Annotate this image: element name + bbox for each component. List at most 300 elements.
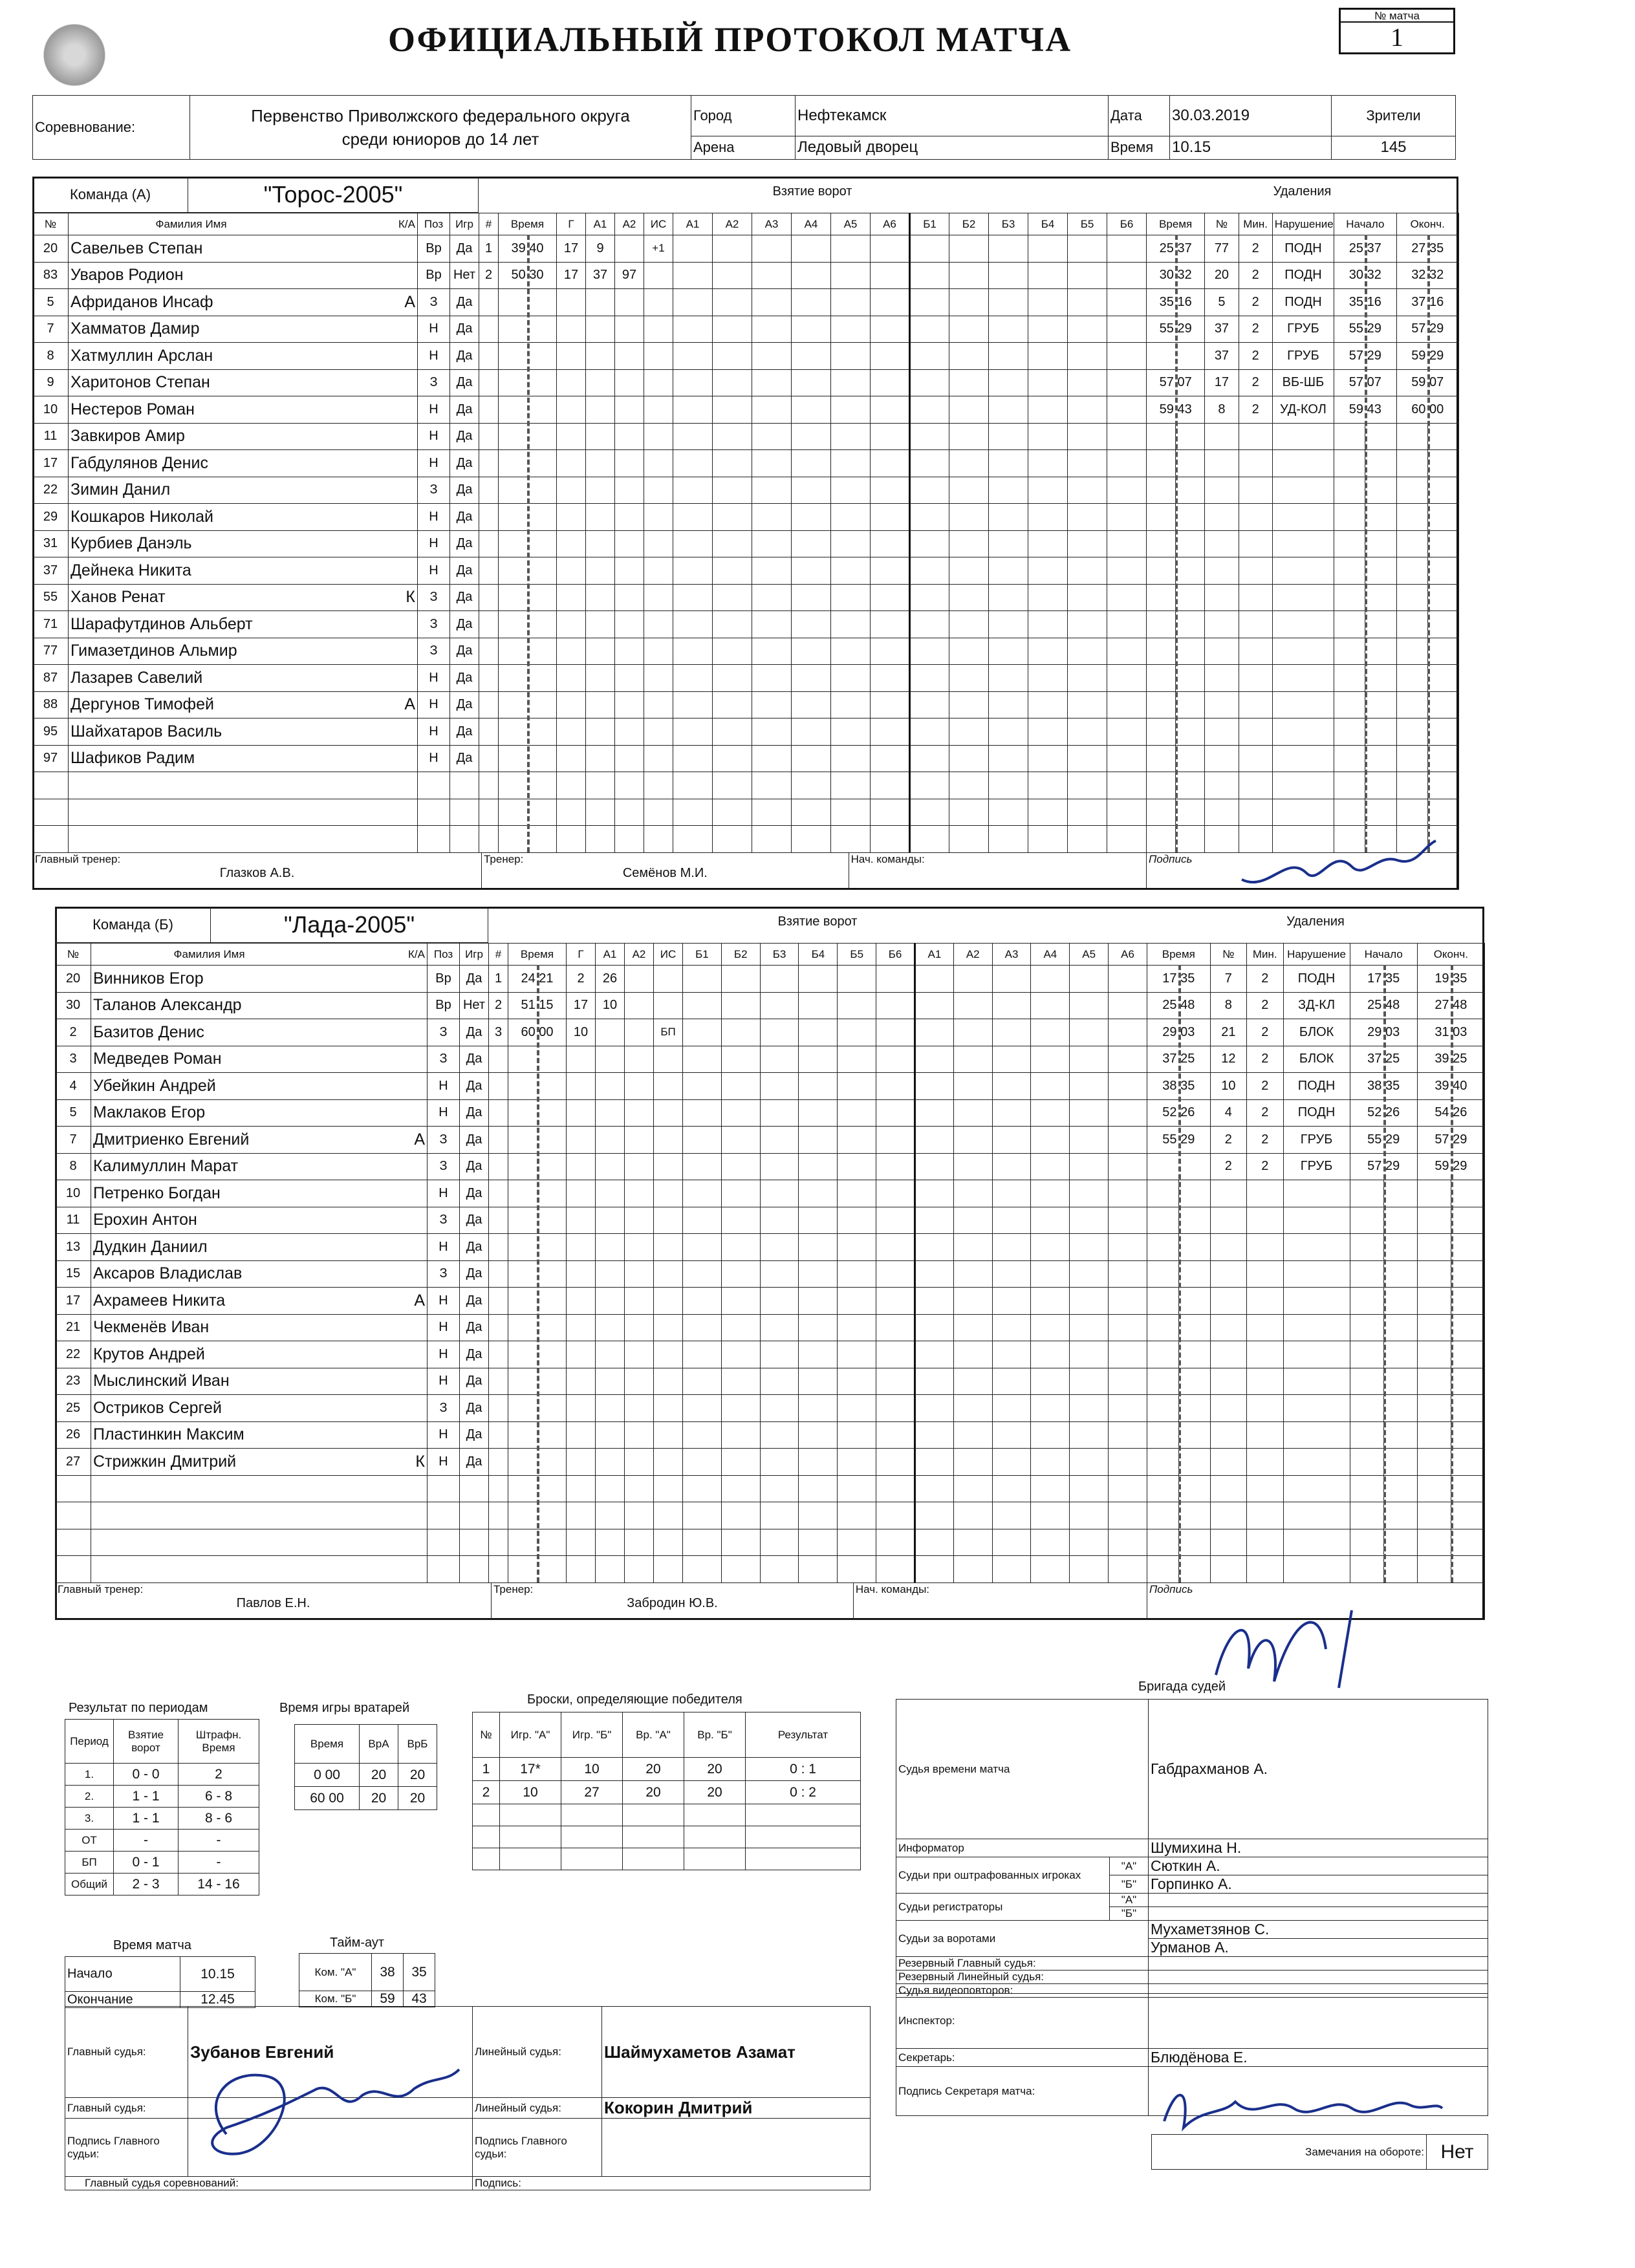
- goalie-row: [295, 1787, 437, 1810]
- goalie-time: 60 00: [295, 1787, 360, 1810]
- pen-end: 39 40: [1417, 1073, 1484, 1100]
- player-row: [33, 423, 479, 450]
- pen-end: 39 25: [1417, 1046, 1484, 1073]
- b-secretary-label: Секретарь:: [896, 2049, 1149, 2067]
- player-name: Ерохин Антон: [93, 1211, 197, 1229]
- goal-is: [644, 262, 673, 289]
- dash-line: [1175, 235, 1178, 852]
- player-igr: Да: [460, 1234, 489, 1261]
- pen-end: 19 35: [1417, 966, 1484, 993]
- player-number: 77: [33, 638, 69, 665]
- player-igr: Да: [460, 1207, 489, 1234]
- player-number: 8: [56, 1153, 91, 1180]
- b-b2: "Б": [1110, 1907, 1149, 1921]
- pen-time: 35 16: [1147, 289, 1205, 316]
- shootout-table: [472, 1712, 861, 1870]
- goal-a1: 9: [586, 235, 615, 263]
- player-pos: З: [428, 1395, 460, 1422]
- player-name: Дергунов Тимофей: [70, 695, 214, 714]
- player-number: 88: [33, 691, 69, 718]
- player-row: [33, 343, 479, 370]
- player-name-cell: [91, 1099, 428, 1127]
- result-row: [65, 1808, 259, 1830]
- player-pos: З: [428, 1127, 460, 1154]
- h-onice-col: Б3: [760, 944, 799, 966]
- pen-start: 30 32: [1334, 262, 1396, 289]
- so-header: Игр. "Б": [561, 1712, 623, 1758]
- team_b-roster: [55, 943, 489, 1583]
- to-b-label: Ком. "Б": [299, 1991, 372, 2007]
- city-label: Город: [691, 96, 796, 136]
- player-name: Ханов Ренат: [70, 588, 166, 607]
- player-row: [33, 450, 479, 477]
- so-res: 0 : 2: [746, 1781, 861, 1804]
- player-row: [33, 611, 479, 638]
- match-no-label: № матча: [1341, 10, 1453, 23]
- goal-a2: [625, 1019, 654, 1046]
- player-pos: Н: [418, 665, 450, 692]
- h-name: Фамилия Имя К/А: [69, 213, 418, 235]
- pen-end: 60 00: [1396, 396, 1458, 424]
- team_b-name: "Лада-2005": [211, 907, 488, 943]
- pen-no: 12: [1210, 1046, 1246, 1073]
- arena-label: Арена: [691, 136, 796, 160]
- player-number: 71: [33, 611, 69, 638]
- goal-a2: [625, 966, 654, 993]
- player-pos: Н: [428, 1099, 460, 1127]
- h-goals: Взятие ворот: [114, 1720, 179, 1764]
- player-name-cell: [69, 423, 418, 450]
- team_a-onice: [673, 213, 1147, 853]
- player-row: [33, 530, 479, 557]
- dash-line: [1451, 965, 1453, 1582]
- player-igr: Да: [450, 718, 479, 746]
- penalty-row: [1147, 396, 1459, 424]
- so-n: 2: [473, 1781, 500, 1804]
- goal-a2: [615, 235, 644, 263]
- player-number: 8: [33, 343, 69, 370]
- h-onice-col: Б4: [799, 944, 838, 966]
- player-number: 5: [33, 289, 69, 316]
- player-igr: Да: [450, 691, 479, 718]
- goal-scorer: 17: [557, 235, 586, 263]
- goal-a2: [625, 992, 654, 1019]
- pen-start: 57 07: [1334, 369, 1396, 396]
- player-igr: Да: [460, 1019, 489, 1046]
- player-row: [56, 1288, 489, 1315]
- player-name-cell: [69, 289, 418, 316]
- team_a-name-row: [32, 177, 479, 213]
- h-onice-col: А4: [1031, 944, 1070, 966]
- player-pos: Н: [418, 504, 450, 531]
- player-name: Харитонов Степан: [70, 373, 210, 392]
- pen-end: 57 29: [1396, 316, 1458, 343]
- player-row: [56, 1073, 489, 1100]
- b-info-label: Информатор: [896, 1839, 1149, 1857]
- player-name: Остриков Сергей: [93, 1398, 222, 1417]
- goal-is: +1: [644, 235, 673, 263]
- player-number: 15: [56, 1260, 91, 1288]
- h-goal-col: ИС: [644, 213, 673, 235]
- to-b2: 43: [404, 1991, 435, 2007]
- player-pos: Н: [428, 1341, 460, 1368]
- pen-infraction: ПОДН: [1283, 966, 1350, 993]
- player-name-cell: [91, 1314, 428, 1341]
- pen-min: 2: [1239, 343, 1272, 370]
- pen-start: 57 29: [1334, 343, 1396, 370]
- player-name: Винников Егор: [93, 969, 204, 988]
- goalie-row: [295, 1764, 437, 1787]
- player-row: [56, 1046, 489, 1073]
- mt-end-label: Окончание: [65, 1992, 180, 2008]
- res-pim: -: [179, 1830, 259, 1852]
- h-pen-time: Время: [1147, 213, 1205, 235]
- player-row: [56, 1314, 489, 1341]
- brigade-table: [896, 1699, 1488, 1998]
- res-period: БП: [65, 1852, 114, 1874]
- emblem-logo: [39, 19, 110, 91]
- player-name: Нестеров Роман: [70, 400, 195, 418]
- date: 30.03.2019: [1170, 96, 1332, 136]
- player-number: 55: [33, 584, 69, 611]
- h-period: Период: [65, 1720, 114, 1764]
- goalie-time: 0 00: [295, 1764, 360, 1787]
- pen-time: 55 29: [1147, 316, 1205, 343]
- h-pos: Поз: [418, 213, 450, 235]
- pen-end: 54 26: [1417, 1099, 1484, 1127]
- player-row-empty: [33, 826, 479, 853]
- penalty-row: [1147, 1046, 1485, 1073]
- pen-infraction: ГРУБ: [1283, 1153, 1350, 1180]
- pen-start: 35 16: [1334, 289, 1396, 316]
- player-pos: Н: [418, 450, 450, 477]
- h-goal-col: А2: [615, 213, 644, 235]
- city: Нефтекамск: [796, 96, 1109, 136]
- pen-end: 27 48: [1417, 992, 1484, 1019]
- so-header: №: [473, 1712, 500, 1758]
- player-pos: Н: [428, 1421, 460, 1449]
- pen-min: 2: [1247, 1046, 1283, 1073]
- pen-min: 2: [1239, 316, 1272, 343]
- player-row: [33, 369, 479, 396]
- pen-infraction: ПОДН: [1272, 235, 1334, 263]
- player-pos: З: [428, 1153, 460, 1180]
- pen-infraction: ПОДН: [1283, 1099, 1350, 1127]
- result-row: [65, 1852, 259, 1874]
- shootout-title: Броски, определяющие победителя: [527, 1692, 742, 1707]
- h-pos: Поз: [428, 944, 460, 966]
- player-igr: Да: [450, 584, 479, 611]
- player-name-cell: [69, 343, 418, 370]
- goal-scorer: 17: [557, 262, 586, 289]
- pen-min: 2: [1239, 235, 1272, 263]
- h-num: №: [56, 944, 91, 966]
- pen-min: 2: [1239, 262, 1272, 289]
- player-row-empty: [33, 799, 479, 826]
- player-name-cell: [91, 1234, 428, 1261]
- penalty-row: [1147, 289, 1459, 316]
- player-name: Гимазетдинов Альмир: [70, 642, 237, 660]
- h-onice-col: Б2: [721, 944, 760, 966]
- player-pos: Н: [428, 1234, 460, 1261]
- goalies-title: Время игры вратарей: [279, 1701, 410, 1715]
- player-name: Убейкин Андрей: [93, 1076, 216, 1095]
- pen-time: 30 32: [1147, 262, 1205, 289]
- player-name: Шайхатаров Василь: [70, 722, 222, 740]
- player-name-cell: [69, 369, 418, 396]
- player-name: Кошкаров Николай: [70, 507, 213, 526]
- b-goal-label: Судьи за воротами: [896, 1921, 1149, 1957]
- h-onice-col: Б4: [1028, 213, 1068, 235]
- so-vb: 20: [684, 1781, 746, 1804]
- penalty-row: [1147, 966, 1485, 993]
- results-title: Результат по периодам: [69, 1701, 208, 1715]
- match-no: 1: [1391, 23, 1403, 52]
- player-name: Шафиков Радим: [70, 749, 195, 768]
- signature-main-judge: [188, 2044, 472, 2173]
- player-number: 3: [56, 1046, 91, 1073]
- h-pen-inf: Нарушение: [1272, 213, 1334, 235]
- goal-time: 24 21: [508, 966, 567, 993]
- player-number: 5: [56, 1099, 91, 1127]
- signature-b: [1203, 1597, 1410, 1694]
- pen-min: 2: [1239, 396, 1272, 424]
- player-igr: Да: [450, 289, 479, 316]
- player-row: [56, 1153, 489, 1180]
- h-onice-col: А5: [1070, 944, 1109, 966]
- h-onice-col: Б5: [1068, 213, 1107, 235]
- pen-time: 52 26: [1147, 1099, 1211, 1127]
- pen-time: 29 03: [1147, 1019, 1211, 1046]
- player-row: [33, 665, 479, 692]
- pen-min: 2: [1239, 369, 1272, 396]
- player-pos: Н: [428, 1288, 460, 1315]
- trainer-name: Забродин Ю.В.: [627, 1595, 718, 1610]
- player-name: Чекменёв Иван: [93, 1318, 210, 1337]
- sig-cell: Подпись: [1147, 1582, 1484, 1619]
- player-name: Зимин Данил: [70, 481, 171, 499]
- goal-is: БП: [654, 1019, 683, 1046]
- team_b-onice: [682, 943, 1147, 1583]
- so-header: Вр. "Б": [684, 1712, 746, 1758]
- remarks: Нет: [1427, 2135, 1488, 2170]
- pen-no: 21: [1210, 1019, 1246, 1046]
- pen-no: 17: [1205, 369, 1239, 396]
- player-row: [56, 1099, 489, 1127]
- player-igr: Да: [450, 477, 479, 504]
- dash-line: [537, 965, 539, 1582]
- line-judge-1: Шаймухаметов Азамат: [602, 2007, 871, 2098]
- player-row: [33, 396, 479, 424]
- pen-start: 25 48: [1350, 992, 1417, 1019]
- pen-infraction: ГРУБ: [1283, 1127, 1350, 1154]
- timeout-table: [299, 1953, 435, 2007]
- penalty-row: [1147, 262, 1459, 289]
- player-pos: Н: [418, 396, 450, 424]
- res-pim: 2: [179, 1764, 259, 1786]
- player-row: [33, 316, 479, 343]
- dash-line: [1365, 235, 1367, 852]
- player-row: [33, 289, 479, 316]
- so-va: 20: [623, 1758, 684, 1781]
- player-igr: Да: [460, 1288, 489, 1315]
- so-res: 0 : 1: [746, 1758, 861, 1781]
- pen-infraction: ПОДН: [1272, 262, 1334, 289]
- player-number: 95: [33, 718, 69, 746]
- pen-min: 2: [1247, 1127, 1283, 1154]
- player-name: Хатмуллин Арслан: [70, 346, 213, 365]
- to-a1: 38: [372, 1954, 404, 1991]
- player-igr: Да: [460, 1153, 489, 1180]
- h-ga: ВрА: [360, 1725, 398, 1764]
- pen-min: 2: [1239, 289, 1272, 316]
- player-name-cell: [91, 1207, 428, 1234]
- pen-min: 2: [1247, 1099, 1283, 1127]
- player-pos: Вр: [428, 966, 460, 993]
- player-pos: Вр: [418, 235, 450, 263]
- player-pos: Н: [418, 557, 450, 585]
- goalie-b: 20: [398, 1787, 437, 1810]
- player-number: 7: [56, 1127, 91, 1154]
- player-row-empty: [56, 1556, 489, 1583]
- res-goals: 0 - 1: [114, 1852, 179, 1874]
- player-number: 11: [56, 1207, 91, 1234]
- coach-cell: Главный тренер: Глазков А.В.: [33, 852, 482, 889]
- h-onice-col: А4: [792, 213, 831, 235]
- player-row: [33, 557, 479, 585]
- goal-a1: 26: [596, 966, 625, 993]
- player-ka: А: [404, 292, 415, 311]
- player-name-cell: [69, 584, 418, 611]
- player-number: 83: [33, 262, 69, 289]
- pen-end: 59 07: [1396, 369, 1458, 396]
- line-judge-2: Кокорин Дмитрий: [602, 2098, 871, 2119]
- result-row: [65, 1786, 259, 1808]
- team_a-roster: [32, 213, 479, 853]
- res-goals: 0 - 0: [114, 1764, 179, 1786]
- chief-cell: Нач. команды:: [849, 852, 1146, 889]
- player-row: [56, 1180, 489, 1207]
- player-igr: Нет: [460, 992, 489, 1019]
- player-pos: Н: [428, 1073, 460, 1100]
- player-pos: Н: [428, 1180, 460, 1207]
- b-sec-sig: Подпись Секретаря матча:: [896, 2067, 1149, 2116]
- h-onice-col: А1: [673, 213, 713, 235]
- h-pen-start: Начало: [1350, 944, 1417, 966]
- res-period: 2.: [65, 1786, 114, 1808]
- goal-no: 2: [489, 992, 508, 1019]
- team_b-pen-title: Удаления: [1286, 914, 1345, 929]
- team_a-goals: [479, 213, 673, 853]
- player-igr: Да: [450, 450, 479, 477]
- so-header: Результат: [746, 1712, 861, 1758]
- start-time: 10.15: [1170, 136, 1332, 160]
- h-pen-end: Оконч.: [1417, 944, 1484, 966]
- h-onice-col: А5: [831, 213, 871, 235]
- so-header: Вр. "А": [623, 1712, 684, 1758]
- player-row: [33, 584, 479, 611]
- goal-time: 51 15: [508, 992, 567, 1019]
- player-name: Пластинкин Максим: [93, 1425, 244, 1444]
- player-name-cell: [69, 745, 418, 772]
- h-onice-col: Б1: [683, 944, 722, 966]
- player-name: Таланов Александр: [93, 996, 242, 1015]
- player-igr: Да: [450, 343, 479, 370]
- player-name: Габдулянов Денис: [70, 453, 208, 472]
- player-name: Курбиев Данэль: [70, 534, 192, 553]
- goal-no: 1: [489, 966, 508, 993]
- h-onice-col: Б5: [838, 944, 876, 966]
- h-goal-col: #: [489, 944, 508, 966]
- pen-start: 37 25: [1350, 1046, 1417, 1073]
- player-name: Шарафутдинов Альберт: [70, 614, 253, 633]
- pen-no: 2: [1210, 1127, 1246, 1154]
- player-pos: Н: [418, 745, 450, 772]
- page-title: ОФИЦИАЛЬНЫЙ ПРОТОКОЛ МАТЧА: [388, 20, 1072, 59]
- player-igr: Да: [460, 1449, 489, 1476]
- line-judge-label-2: Линейный судья:: [473, 2098, 602, 2119]
- pen-infraction: БЛОК: [1283, 1046, 1350, 1073]
- so-a: 17*: [500, 1758, 561, 1781]
- pen-start: 29 03: [1350, 1019, 1417, 1046]
- b-time-label: Судья времени матча: [896, 1700, 1149, 1839]
- timeout-title: Тайм-аут: [330, 1936, 385, 1950]
- player-name-cell: [69, 530, 418, 557]
- pen-infraction: БЛОК: [1283, 1019, 1350, 1046]
- player-pos: Н: [418, 691, 450, 718]
- player-pos: Н: [418, 316, 450, 343]
- player-number: 2: [56, 1019, 91, 1046]
- pen-infraction: ПОДН: [1272, 289, 1334, 316]
- res-pim: -: [179, 1852, 259, 1874]
- player-name-cell: [91, 1127, 428, 1154]
- player-name-cell: [69, 665, 418, 692]
- player-number: 87: [33, 665, 69, 692]
- pen-min: 2: [1247, 992, 1283, 1019]
- goalie-b: 20: [398, 1764, 437, 1787]
- player-row: [56, 1234, 489, 1261]
- team_a-pen-title: Удаления: [1273, 184, 1332, 199]
- res-goals: 2 - 3: [114, 1874, 179, 1895]
- player-ka: А: [404, 695, 415, 714]
- pen-no: 77: [1205, 235, 1239, 263]
- b-pen-a: Сюткин А.: [1149, 1857, 1488, 1875]
- player-ka: К: [415, 1452, 425, 1471]
- sig-main-label: Подпись Главного судьи:: [65, 2119, 188, 2177]
- h-onice-col: А2: [713, 213, 752, 235]
- player-pos: Вр: [428, 992, 460, 1019]
- player-name-cell: [91, 1421, 428, 1449]
- main-judge2-label: Главный судья:: [65, 2098, 188, 2119]
- player-name-cell: [91, 1288, 428, 1315]
- player-pos: Вр: [418, 262, 450, 289]
- player-pos: Н: [428, 1449, 460, 1476]
- h-goal-col: А1: [596, 944, 625, 966]
- h-pim: Штрафн. Время: [179, 1720, 259, 1764]
- penalty-row: [1147, 1127, 1485, 1154]
- player-pos: З: [418, 477, 450, 504]
- line-judge-label-1: Линейный судья:: [473, 2007, 602, 2098]
- player-row: [56, 1395, 489, 1422]
- player-name: Дмитриенко Евгений: [93, 1130, 250, 1149]
- player-number: 20: [33, 235, 69, 263]
- player-igr: Да: [460, 1421, 489, 1449]
- result-row: [65, 1830, 259, 1852]
- player-igr: Да: [460, 1127, 489, 1154]
- mt-start: 10.15: [180, 1957, 255, 1992]
- pen-end: 59 29: [1396, 343, 1458, 370]
- pen-end: 37 16: [1396, 289, 1458, 316]
